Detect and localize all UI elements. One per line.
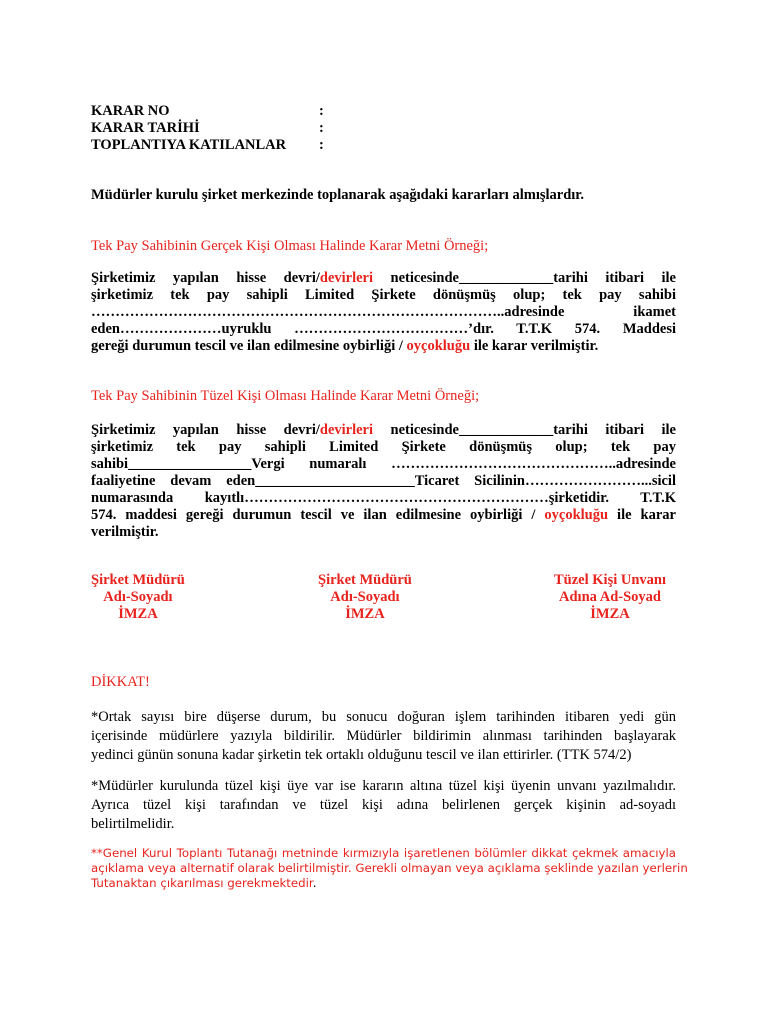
section2-heading: Tek Pay Sahibinin Tüzel Kişi Olması Halinde Karar Metni Örneği; bbox=[91, 388, 480, 404]
note1-line-3: yedinci günün sonuna kadar şirketin tek ortaklı olduğunu tescil ve ilan ettirirler. (TTK 574/2) bbox=[91, 747, 632, 763]
note3-line-1-text: Genel Kurul Toplantı Tutanağı metninde kırmızıyla işaretlenen bölümler dikkat çekmek amacıyla bbox=[102, 846, 676, 860]
section1-line-5 bbox=[91, 338, 676, 355]
s2-l1-text-b: neticesinde_____________tarihi itibari ile bbox=[373, 422, 676, 438]
s1-l1-text-b: neticesinde_____________tarihi itibari ile bbox=[373, 270, 676, 286]
section1-line-1 bbox=[91, 270, 676, 287]
section2-line-5: numarasında kayıtlı………………………………………………………şirketidir. T.T.K bbox=[91, 490, 676, 506]
karar-no-label: KARAR NO bbox=[91, 103, 170, 119]
note1-line-1: *Ortak sayısı bire düşerse durum, bu sonucu doğuran işlem tarihinden itibaren yedi gün bbox=[91, 709, 676, 725]
section2-line-2: şirketimiz tek pay sahipli Limited Şirkete dönüşmüş olup; tek pay bbox=[91, 439, 676, 455]
note1-line-2: içerisinde müdürlere yazıyla bildirilir. Müdürler bildirimin alınması tarihinden başlayarak bbox=[91, 728, 676, 744]
s1-l5-text-b: ile karar verilmiştir. bbox=[470, 338, 599, 354]
katilanlar-colon: : bbox=[319, 137, 324, 153]
section1-line-3: …………………………………………………………………………..adresinde ikamet bbox=[91, 304, 676, 320]
decision-meta bbox=[91, 103, 324, 154]
karar-tarihi-colon: : bbox=[319, 120, 324, 136]
warning-note-1 bbox=[91, 708, 676, 765]
signature-block-1 bbox=[91, 572, 185, 623]
signature-1-name: Adı-Soyadı bbox=[103, 589, 173, 605]
signature-2-title: Şirket Müdürü bbox=[318, 572, 412, 588]
signature-2-name: Adı-Soyadı bbox=[330, 589, 400, 605]
note3-line-1 bbox=[91, 846, 676, 861]
karar-no-colon: : bbox=[319, 103, 324, 119]
katilanlar-row bbox=[91, 137, 324, 154]
s2-l6-text-b: ile karar bbox=[608, 507, 676, 523]
section2-line-4: faaliyetine devam eden______________________Ticaret Sicilinin……………………...sicil bbox=[91, 473, 676, 489]
signature-2-sign: İMZA bbox=[345, 606, 385, 622]
s1-l5-text-a: gereği durumun tescil ve ilan edilmesine oybirliği / bbox=[91, 338, 407, 354]
section2-line-1 bbox=[91, 422, 676, 439]
section1-line-2: şirketimiz tek pay sahipli Limited Şirkete dönüşmüş olup; tek pay sahibi bbox=[91, 287, 676, 303]
warning-note-3 bbox=[91, 846, 688, 891]
signature-3-name: Adına Ad-Soyad bbox=[559, 589, 661, 605]
section2-line-6 bbox=[91, 507, 676, 524]
section1-paragraph bbox=[91, 270, 676, 355]
note2-line-2: Ayrıca tüzel kişi tarafından ve tüzel kişi adına belirlenen gerçek kişinin ad-soyadı bbox=[91, 797, 676, 813]
karar-no-row bbox=[91, 103, 324, 120]
section1-heading: Tek Pay Sahibinin Gerçek Kişi Olması Halinde Karar Metni Örneği; bbox=[91, 238, 489, 254]
signature-3-title: Tüzel Kişi Unvanı bbox=[554, 572, 666, 588]
note3-line-3 bbox=[91, 876, 676, 891]
warning-title: DİKKAT! bbox=[91, 674, 150, 690]
s2-l6-text-a: 574. maddesi gereği durumun tescil ve ilan edilmesine oybirliği / bbox=[91, 507, 545, 523]
s1-l5-red: oyçokluğu bbox=[406, 338, 471, 354]
section1-line-4: eden…………………uyruklu ………………………………’dır. T.T.K 574. Maddesi bbox=[91, 321, 676, 337]
signature-3-sign: İMZA bbox=[590, 606, 630, 622]
s2-l1-red: devirleri bbox=[319, 422, 374, 438]
s2-l6-red: oyçokluğu bbox=[544, 507, 609, 523]
katilanlar-label: TOPLANTIYA KATILANLAR bbox=[91, 137, 287, 153]
section2-line-3: sahibi_________________Vergi numaralı ………………………………………..adresinde bbox=[91, 456, 676, 472]
signature-block-2 bbox=[318, 572, 412, 623]
section2-paragraph bbox=[91, 422, 676, 541]
warning-note-2 bbox=[91, 777, 676, 834]
s1-l1-text-a: Şirketimiz yapılan hisse devri/ bbox=[91, 270, 320, 286]
note3-line-2: açıklama veya alternatif olarak belirtilmiştir. Gerekli olmayan veya açıklama şeklinde yazılan yerlerin bbox=[91, 861, 688, 875]
note3-prefix: ** bbox=[91, 846, 103, 860]
section2-line-7: verilmiştir. bbox=[91, 524, 159, 540]
signature-1-sign: İMZA bbox=[118, 606, 158, 622]
note2-line-1: *Müdürler kurulunda tüzel kişi üye var ise kararın altına tüzel kişi üyenin unvanı yazılmalıdır. bbox=[91, 778, 676, 794]
karar-tarihi-row bbox=[91, 120, 324, 137]
note2-line-3: belirtilmelidir. bbox=[91, 816, 175, 832]
s1-l1-red: devirleri bbox=[319, 270, 374, 286]
intro-text: Müdürler kurulu şirket merkezinde toplanarak aşağıdaki kararları almışlardır. bbox=[91, 187, 585, 203]
note3-end-period: . bbox=[312, 876, 317, 890]
note3-line-3-text: Tutanaktan çıkarılması gerekmektedir bbox=[91, 876, 313, 890]
signature-1-title: Şirket Müdürü bbox=[91, 572, 185, 588]
signature-block-3 bbox=[554, 572, 666, 623]
karar-tarihi-label: KARAR TARİHİ bbox=[91, 120, 200, 136]
s2-l1-text-a: Şirketimiz yapılan hisse devri/ bbox=[91, 422, 320, 438]
